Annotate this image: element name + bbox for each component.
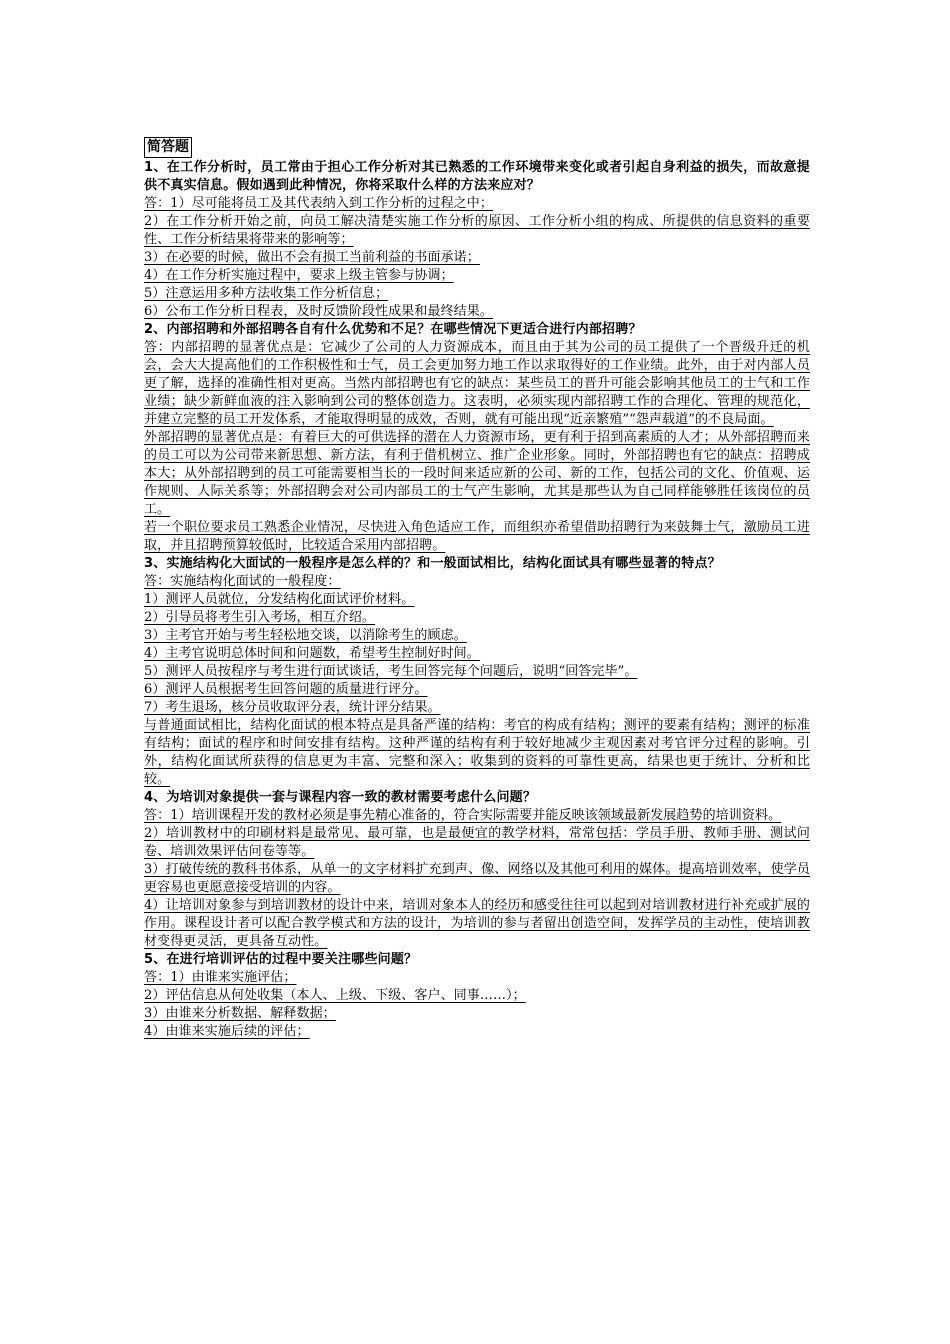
answer-line: 5）测评人员按程序与考生进行面试谈话，考生回答完每个问题后，说明“回答完毕”。: [144, 664, 638, 679]
answer-line: 3）由谁来分析数据、解释数据；: [144, 1006, 336, 1021]
answer-line: 答：1）由谁来实施评估；: [144, 970, 297, 985]
question-2: 2、内部招聘和外部招聘各自有什么优势和不足？在哪些情况下更适合进行内部招聘？: [144, 322, 642, 337]
answer-line: 答：1）尽可能将员工及其代表纳入到工作分析的过程之中；: [144, 196, 493, 211]
question-5: 5、在进行培训评估的过程中要关注哪些问题？: [144, 952, 418, 967]
answer-line: 2）引导员将考生引入考场，相互介绍。: [144, 610, 376, 625]
answer-paragraph: 2）培训教材中的印刷材料是最常见、最可靠，也是最便宜的教学材料，常常包括：学员手册、教师手册、测试问卷、培训效果评估问卷等等。: [144, 826, 810, 859]
qa-block-4: [144, 789, 810, 951]
answer-paragraph: 3）打破传统的教科书体系，从单一的文字材料扩充到声、像、网络以及其他可利用的媒体。提高培训效率，使学员更容易也更愿意接受培训的内容。: [144, 862, 810, 895]
qa-block-3: [144, 555, 810, 789]
question-3: 3、实施结构化大面试的一般程序是怎么样的？和一般面试相比，结构化面试具有哪些显著的特点？: [144, 556, 721, 571]
answer-line: 4）在工作分析实施过程中，要求上级主管参与协调；: [144, 268, 454, 283]
answer-line: 5）注意运用多种方法收集工作分析信息；: [144, 286, 389, 301]
answer-paragraph: 外部招聘的显著优点是：有着巨大的可供选择的潜在人力资源市场，更有利于招到高素质的人才；从外部招聘而来的员工可以为公司带来新思想、新方法，有利于借机树立、推广企业形象。同时，外部招聘也有它的缺点：招聘成本大；从外部招聘到的员工可能需要相当长的一段时间来适应新的公司、新的工作，包括公司的文化、价值观、运作规则、人际关系等；外部招聘会对公司内部员工的士气产生影响，尤其是那些认为自己同样能够胜任该岗位的员工。: [144, 430, 810, 517]
answer-line: 4）由谁来实施后续的评估；: [144, 1024, 310, 1039]
answer-line: 1）测评人员就位，分发结构化面试评价材料。: [144, 592, 415, 607]
answer-line: 4）主考官说明总体时间和问题数，希望考生控制好时间。: [144, 646, 480, 661]
question-1: 1、在工作分析时，员工常由于担心工作分析对其已熟悉的工作环境带来变化或者引起自身利益的损失，而故意提供不真实信息。假如遇到此种情况，你将采取什么样的方法来应对？: [144, 160, 810, 193]
qa-block-2: [144, 321, 810, 555]
answer-paragraph: 若一个职位要求员工熟悉企业情况，尽快进入角色适应工作，而组织亦希望借助招聘行为来鼓舞士气，激励员工进取，并且招聘预算较低时，比较适合采用内部招聘。: [144, 520, 810, 553]
answer-paragraph: 4）让培训对象参与到培训教材的设计中来，培训对象本人的经历和感受往往可以起到对培训教材进行补充或扩展的作用。课程设计者可以配合教学模式和方法的设计，为培训的参与者留出创造空间，发挥学员的主动性，使培训教材变得更灵活，更具备互动性。: [144, 898, 810, 949]
question-4: 4、为培训对象提供一套与课程内容一致的教材需要考虑什么问题？: [144, 790, 537, 805]
answer-line: 3）在必要的时候，做出不会有损工当前利益的书面承诺；: [144, 250, 480, 265]
answer-line: 2）评估信息从何处收集（本人、上级、下级、客户、同事……）；: [144, 988, 526, 1003]
qa-block-1: [144, 159, 810, 321]
answer-line: 7）考生退场，核分员收取评分表，统计评分结果。: [144, 700, 441, 715]
answer-line: 2）在工作分析开始之前，向员工解决清楚实施工作分析的原因、工作分析小组的构成、所提供的信息资料的重要性、工作分析结果将带来的影响等；: [144, 214, 810, 247]
document-page: [144, 136, 810, 1041]
answer-line: 6）公布工作分析日程表，及时反馈阶段性成果和最终结果。: [144, 304, 493, 319]
answer-line: 6）测评人员根据考生回答问题的质量进行评分。: [144, 682, 428, 697]
answer-paragraph: 与普通面试相比，结构化面试的根本特点是具备严谨的结构：考官的构成有结构；测评的要素有结构；测评的标准有结构；面试的程序和时间安排有结构。这种严谨的结构有利于较好地减少主观因素对考官评分过程的影响。引外，结构化面试所获得的信息更为丰富、完整和深入；收集到的资料的可靠性更高，结果也更于统计、分析和比较。: [144, 718, 810, 787]
answer-paragraph: 答：1）培训课程开发的教材必须是事先精心准备的，符合实际需要并能反映该领域最新发展趋势的培训资料。: [144, 808, 782, 823]
qa-block-5: [144, 951, 810, 1041]
answer-line: 答：实施结构化面试的一般程度：: [144, 574, 341, 589]
answer-paragraph: 答：内部招聘的显著优点是：它减少了公司的人力资源成本，而且由于其为公司的员工提供了一个晋级升迁的机会，会大大提高他们的工作积极性和士气，员工会更加努力地工作以求取得好的工作业绩。此外，由于对内部人员更了解，选择的准确性相对更高。当然内部招聘也有它的缺点：某些员工的晋升可能会影响其他员工的士气和工作业绩；缺少新鲜血液的注入影响到公司的整体创造力。这表明，必须实现内部招聘工作的合理化、管理的规范化，并建立完整的员工开发体系，才能取得明显的成效，否则，就有可能出现“近亲繁殖”“怨声载道”的不良局面。: [144, 340, 810, 427]
answer-line: 3）主考官开始与考生轻松地交谈，以消除考生的顾虑。: [144, 628, 467, 643]
section-title: 简答题: [144, 137, 192, 158]
